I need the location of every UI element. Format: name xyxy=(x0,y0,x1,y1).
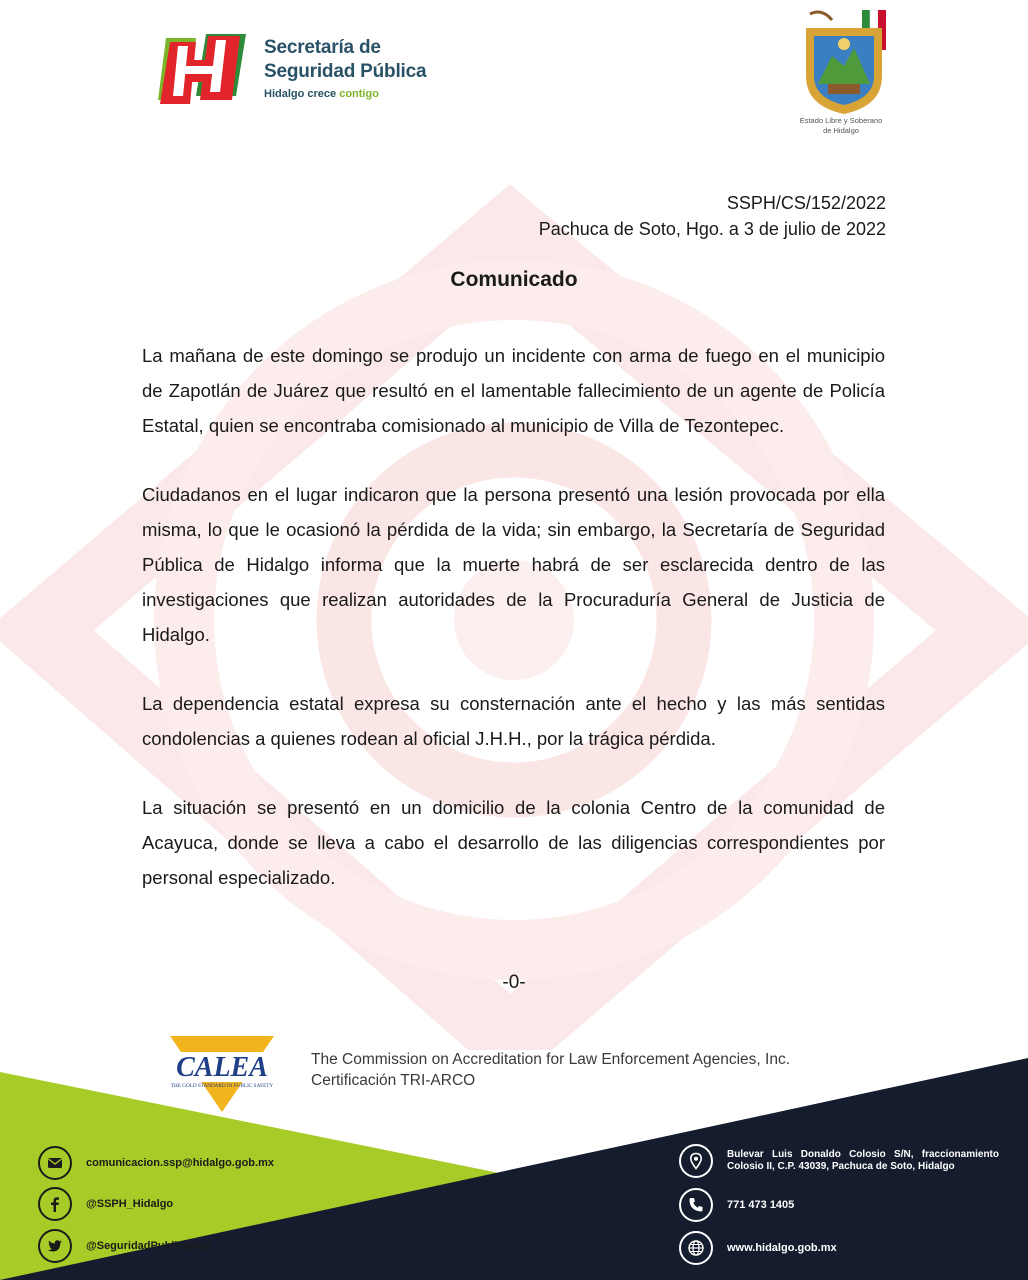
shield-caption xyxy=(786,116,896,136)
calea-logo-text: CALEA xyxy=(176,1052,268,1083)
paragraph-4: La situación se presentó en un domicilio de la colonia Centro de la comunidad de Acayuca, donde se lleva a cabo el desarrollo de las diligencias correspondientes por personal especializado. xyxy=(142,797,885,888)
tagline-accent: contigo xyxy=(339,88,379,100)
paragraph-2: Ciudadanos en el lugar indicaron que la persona presentó una lesión provocada por ella misma, lo que le ocasionó la pérdida de la vida; sin embargo, la Secretaría de Seguridad Pública de Hidalgo informa que la muerte habrá de ser esclarecida dentro de las investigaciones que realizan autoridades de la Procuraduría General de Justicia de Hidalgo. xyxy=(142,484,885,645)
location-icon xyxy=(679,1144,713,1178)
paragraph-1: La mañana de este domingo se produjo un incidente con arma de fuego en el municipio de Zapotlán de Juárez que resultó en el lamentable fallecimiento de un agente de Policía Estatal, quien se encontraba comisionado al municipio de Villa de Tezontepec. xyxy=(142,345,885,436)
contact-phone[interactable] xyxy=(679,1188,794,1222)
ssp-h-logo xyxy=(156,30,248,108)
address-text: Bulevar Luis Donaldo Colosio S/N, fraccionamiento Colosio II, C.P. 43039, Pachuca de Soto, Hidalgo xyxy=(727,1149,999,1172)
calea-line-1: The Commission on Accreditation for Law Enforcement Agencies, Inc. xyxy=(311,1051,791,1068)
header xyxy=(0,0,1028,160)
globe-icon xyxy=(679,1231,713,1265)
contact-twitter[interactable] xyxy=(38,1229,211,1263)
tagline-main: Hidalgo crece xyxy=(264,88,337,100)
shield-caption-line-1: Estado Libre y Soberano xyxy=(799,116,883,125)
twitter-text[interactable]: @SeguridadPublicaHgo xyxy=(86,1240,212,1252)
coat-of-arms-icon xyxy=(792,6,896,118)
place-date: Pachuca de Soto, Hgo. a 3 de julio de 2022 xyxy=(538,219,886,239)
closing-mark: -0- xyxy=(502,972,526,993)
shield-caption-line-2: de Hidalgo xyxy=(823,126,859,135)
twitter-icon xyxy=(38,1229,72,1263)
email-text[interactable]: comunicacion.ssp@hidalgo.gob.mx xyxy=(86,1157,274,1169)
calea-logo-subtext: THE GOLD STANDARD IN PUBLIC SAFETY xyxy=(170,1083,274,1089)
phone-text[interactable]: 771 473 1405 xyxy=(727,1199,795,1211)
document-title: Comunicado xyxy=(450,268,578,291)
calea-text xyxy=(311,1049,790,1091)
facebook-icon xyxy=(38,1187,72,1221)
email-icon xyxy=(38,1146,72,1180)
brand-tagline xyxy=(264,88,426,100)
contact-email[interactable] xyxy=(38,1146,274,1180)
reference-number: SSPH/CS/152/2022 xyxy=(726,193,886,213)
reference-block xyxy=(539,190,886,242)
calea-line-2: Certificación TRI-ARCO xyxy=(311,1072,476,1089)
document-body xyxy=(142,338,885,929)
paragraph-3: La dependencia estatal expresa su consternación ante el hecho y las más sentidas condolencias a quienes rodean al oficial J.H.H., por la trágica pérdida. xyxy=(142,693,885,749)
brand-line-1: Secretaría de xyxy=(264,37,381,58)
calea-logo xyxy=(166,1036,278,1114)
website-text[interactable]: www.hidalgo.gob.mx xyxy=(727,1242,837,1254)
contact-website[interactable] xyxy=(679,1231,837,1265)
brand-block xyxy=(264,36,426,100)
contact-facebook[interactable] xyxy=(38,1187,173,1221)
contact-address xyxy=(679,1144,999,1178)
phone-icon xyxy=(679,1188,713,1222)
brand-line-2: Seguridad Pública xyxy=(264,61,427,82)
facebook-text[interactable]: @SSPH_Hidalgo xyxy=(86,1198,174,1210)
